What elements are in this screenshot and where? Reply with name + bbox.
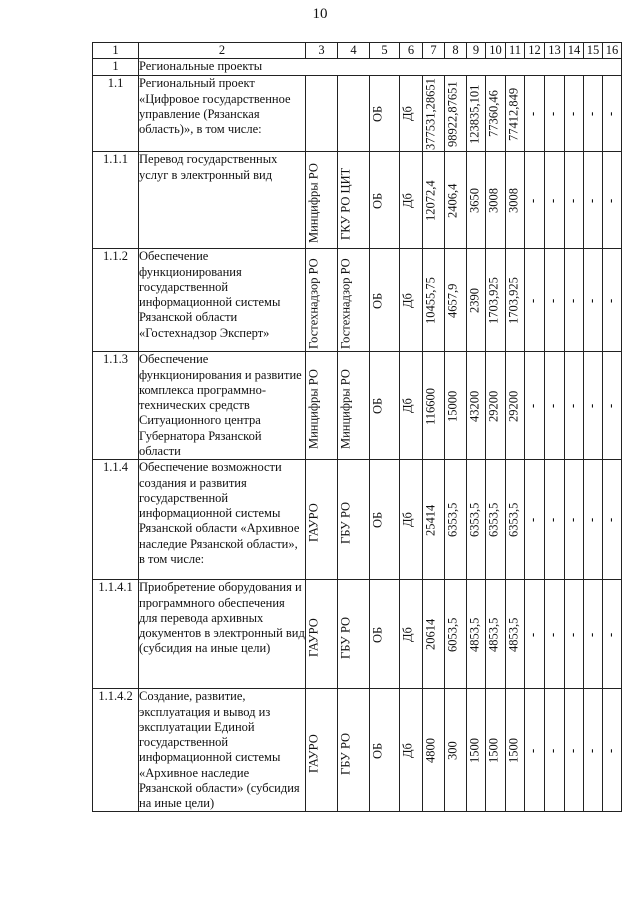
- header-cell: 1: [93, 43, 139, 59]
- row-name: Перевод государственных услуг в электронный вид: [139, 152, 306, 249]
- cell-col10: [486, 580, 506, 689]
- cell-value: ОБ: [370, 626, 384, 643]
- cell-col9: [467, 460, 486, 580]
- cell-col6: [400, 352, 423, 460]
- row-number: 1.1.4: [93, 460, 139, 580]
- cell-value: 1500: [506, 737, 520, 763]
- cell-value: 3008: [506, 187, 520, 213]
- cell-value: ГАУРО: [306, 733, 320, 773]
- cell-col7: [423, 249, 445, 352]
- cell-value: Дб: [400, 512, 414, 528]
- table-row: [93, 249, 622, 352]
- cell-col12: [525, 76, 545, 152]
- cell-col11: [506, 352, 525, 460]
- row-name: Создание, развитие, эксплуатация и вывод из эксплуатации Единой государственной информационной системы «Архивное наследие Рязанской области» (субсидия на иные цели): [139, 689, 306, 812]
- cell-col14: [565, 460, 584, 580]
- cell-value: 4853,5: [467, 617, 481, 652]
- row-number: 1.1.1: [93, 152, 139, 249]
- cell-col8: [445, 249, 467, 352]
- cell-value: 4657,9: [445, 283, 459, 318]
- cell-value: Дб: [400, 742, 414, 758]
- cell-col10: [486, 152, 506, 249]
- cell-col4: [338, 352, 370, 460]
- cell-value: -: [525, 748, 539, 753]
- cell-value: ОБ: [370, 511, 384, 528]
- cell-value: Дб: [400, 626, 414, 642]
- cell-value: -: [565, 298, 579, 303]
- cell-value: 300: [445, 740, 459, 760]
- cell-col8: [445, 352, 467, 460]
- cell-col9: [467, 76, 486, 152]
- cell-value: -: [565, 632, 579, 637]
- cell-col14: [565, 689, 584, 812]
- program-table: [92, 42, 622, 812]
- cell-col7: [423, 580, 445, 689]
- header-cell: 9: [467, 43, 486, 59]
- table-row: [93, 152, 622, 249]
- cell-value: ГКУ РО ЦИТ: [338, 167, 352, 240]
- cell-col4: [338, 580, 370, 689]
- cell-col8: [445, 76, 467, 152]
- cell-col15: [584, 76, 603, 152]
- row-name: Обеспечение функционирования и развитие комплекса программно-технических средств Ситуационного центра Губернатора Рязанской области: [139, 352, 306, 460]
- row-name: Региональный проект «Цифровое государственное управление (Рязанская область)», в том числе:: [139, 76, 306, 152]
- header-cell: 5: [370, 43, 400, 59]
- cell-value: 29200: [506, 390, 520, 422]
- row-name: Обеспечение функционирования государственной информационной системы Рязанской области «Гостехнадзор Эксперт»: [139, 249, 306, 352]
- cell-value: Дб: [400, 192, 414, 208]
- cell-value: -: [565, 111, 579, 116]
- cell-value: -: [545, 298, 559, 303]
- cell-col6: [400, 689, 423, 812]
- cell-col16: [603, 580, 622, 689]
- cell-value: -: [545, 198, 559, 203]
- cell-value: -: [525, 517, 539, 522]
- cell-col7: [423, 76, 445, 152]
- cell-value: -: [545, 748, 559, 753]
- cell-value: -: [603, 111, 617, 116]
- cell-col10: [486, 76, 506, 152]
- cell-value: Гостехнадзор РО: [338, 257, 352, 349]
- cell-value: -: [545, 403, 559, 408]
- cell-col12: [525, 689, 545, 812]
- cell-col7: [423, 152, 445, 249]
- cell-col9: [467, 249, 486, 352]
- cell-col6: [400, 76, 423, 152]
- cell-col6: [400, 460, 423, 580]
- header-cell: 2: [139, 43, 306, 59]
- cell-col8: [445, 152, 467, 249]
- cell-col4: [338, 76, 370, 152]
- cell-value: Дб: [400, 398, 414, 414]
- cell-col9: [467, 352, 486, 460]
- cell-value: Дб: [400, 292, 414, 308]
- cell-value: 4800: [423, 737, 437, 763]
- cell-col16: [603, 152, 622, 249]
- cell-value: 1703,925: [506, 276, 520, 324]
- cell-col14: [565, 352, 584, 460]
- cell-value: ГБУ РО: [338, 732, 352, 775]
- cell-col4: [338, 249, 370, 352]
- cell-col15: [584, 152, 603, 249]
- cell-value: -: [584, 632, 598, 637]
- header-cell: 12: [525, 43, 545, 59]
- cell-col8: [445, 460, 467, 580]
- cell-col7: [423, 460, 445, 580]
- cell-col6: [400, 580, 423, 689]
- cell-col3: [306, 76, 338, 152]
- header-cell: 15: [584, 43, 603, 59]
- cell-value: -: [525, 403, 539, 408]
- table-row: [93, 689, 622, 812]
- cell-value: -: [565, 198, 579, 203]
- cell-col5: [370, 352, 400, 460]
- section-number: 1: [93, 59, 139, 76]
- cell-col12: [525, 152, 545, 249]
- cell-col3: [306, 152, 338, 249]
- cell-col9: [467, 580, 486, 689]
- cell-value: -: [545, 632, 559, 637]
- cell-value: Гостехнадзор РО: [306, 257, 320, 349]
- cell-col15: [584, 460, 603, 580]
- cell-col4: [338, 152, 370, 249]
- cell-value: 6353,5: [486, 502, 500, 537]
- cell-value: -: [603, 298, 617, 303]
- cell-value: -: [603, 198, 617, 203]
- cell-value: 43200: [467, 390, 481, 422]
- cell-value: 29200: [486, 390, 500, 422]
- cell-col12: [525, 352, 545, 460]
- cell-col5: [370, 76, 400, 152]
- cell-col13: [545, 460, 565, 580]
- cell-value: 116600: [423, 387, 437, 425]
- cell-value: 2390: [467, 287, 481, 313]
- cell-col13: [545, 352, 565, 460]
- cell-col5: [370, 580, 400, 689]
- cell-value: 1703,925: [486, 276, 500, 324]
- cell-value: -: [584, 517, 598, 522]
- cell-value: ГБУ РО: [338, 616, 352, 659]
- cell-value: 123835,101: [467, 84, 481, 144]
- cell-value: 3650: [467, 187, 481, 213]
- cell-col15: [584, 580, 603, 689]
- cell-col11: [506, 689, 525, 812]
- cell-col13: [545, 580, 565, 689]
- cell-col13: [545, 76, 565, 152]
- cell-value: ОБ: [370, 105, 384, 122]
- cell-col3: [306, 580, 338, 689]
- cell-value: 12072,4: [423, 179, 437, 221]
- cell-col10: [486, 460, 506, 580]
- table-row: [93, 460, 622, 580]
- cell-value: 3008: [486, 187, 500, 213]
- cell-col16: [603, 76, 622, 152]
- cell-col15: [584, 249, 603, 352]
- cell-col11: [506, 249, 525, 352]
- cell-col10: [486, 689, 506, 812]
- cell-value: -: [525, 111, 539, 116]
- cell-value: -: [584, 111, 598, 116]
- cell-col14: [565, 580, 584, 689]
- cell-value: 10455,75: [423, 276, 437, 324]
- cell-col16: [603, 352, 622, 460]
- cell-value: 1500: [486, 737, 500, 763]
- row-number: 1.1.4.2: [93, 689, 139, 812]
- header-cell: 14: [565, 43, 584, 59]
- cell-value: -: [525, 632, 539, 637]
- cell-value: 1500: [467, 737, 481, 763]
- cell-col11: [506, 580, 525, 689]
- cell-col13: [545, 152, 565, 249]
- cell-value: -: [545, 111, 559, 116]
- cell-col6: [400, 249, 423, 352]
- cell-col12: [525, 249, 545, 352]
- cell-value: -: [565, 517, 579, 522]
- row-number: 1.1: [93, 76, 139, 152]
- cell-value: 4853,5: [486, 617, 500, 652]
- row-number: 1.1.3: [93, 352, 139, 460]
- cell-value: -: [565, 748, 579, 753]
- cell-col8: [445, 580, 467, 689]
- cell-col11: [506, 152, 525, 249]
- header-cell: 16: [603, 43, 622, 59]
- cell-value: -: [603, 748, 617, 753]
- table-row: [93, 580, 622, 689]
- cell-value: Минцифры РО: [306, 163, 320, 244]
- cell-col4: [338, 460, 370, 580]
- cell-col13: [545, 689, 565, 812]
- cell-value: 6353,5: [445, 502, 459, 537]
- cell-col10: [486, 352, 506, 460]
- cell-value: 20614: [423, 618, 437, 650]
- cell-value: 25414: [423, 504, 437, 536]
- cell-value: -: [525, 198, 539, 203]
- cell-value: 6353,5: [467, 502, 481, 537]
- cell-col7: [423, 352, 445, 460]
- cell-col12: [525, 580, 545, 689]
- cell-value: ГБУ РО: [338, 501, 352, 544]
- cell-value: ГАУРО: [306, 503, 320, 543]
- cell-value: -: [584, 198, 598, 203]
- cell-value: 77412,849: [506, 87, 520, 141]
- cell-col14: [565, 152, 584, 249]
- cell-value: ОБ: [370, 742, 384, 759]
- cell-col3: [306, 249, 338, 352]
- table-row: [93, 352, 622, 460]
- cell-col9: [467, 152, 486, 249]
- page-number: 10: [312, 6, 328, 22]
- section-row: [93, 59, 622, 76]
- cell-col3: [306, 352, 338, 460]
- header-cell: 4: [338, 43, 370, 59]
- cell-value: 377531,28651: [423, 77, 437, 150]
- header-cell: 11: [506, 43, 525, 59]
- cell-value: ОБ: [370, 192, 384, 209]
- header-cell: 3: [306, 43, 338, 59]
- cell-value: Минцифры РО: [338, 368, 352, 449]
- section-title: Региональные проекты: [139, 59, 622, 76]
- header-row: [93, 43, 622, 59]
- header-cell: 13: [545, 43, 565, 59]
- cell-col8: [445, 689, 467, 812]
- cell-value: 77360,46: [486, 90, 500, 138]
- cell-value: -: [584, 298, 598, 303]
- cell-value: ОБ: [370, 397, 384, 414]
- cell-value: -: [584, 748, 598, 753]
- cell-value: 2406,4: [445, 183, 459, 218]
- cell-value: -: [565, 403, 579, 408]
- cell-value: -: [525, 298, 539, 303]
- cell-col5: [370, 460, 400, 580]
- cell-col14: [565, 249, 584, 352]
- cell-col11: [506, 460, 525, 580]
- cell-col16: [603, 689, 622, 812]
- cell-col14: [565, 76, 584, 152]
- cell-col5: [370, 152, 400, 249]
- header-cell: 6: [400, 43, 423, 59]
- cell-col13: [545, 249, 565, 352]
- header-cell: 10: [486, 43, 506, 59]
- cell-col10: [486, 249, 506, 352]
- header-cell: 8: [445, 43, 467, 59]
- table-row: [93, 76, 622, 152]
- cell-col11: [506, 76, 525, 152]
- cell-value: Минцифры РО: [306, 368, 320, 449]
- cell-col3: [306, 689, 338, 812]
- cell-value: 4853,5: [506, 617, 520, 652]
- cell-value: -: [584, 403, 598, 408]
- cell-col16: [603, 460, 622, 580]
- cell-value: ОБ: [370, 292, 384, 309]
- row-number: 1.1.4.1: [93, 580, 139, 689]
- cell-value: -: [603, 632, 617, 637]
- cell-col9: [467, 689, 486, 812]
- row-number: 1.1.2: [93, 249, 139, 352]
- cell-value: -: [603, 403, 617, 408]
- cell-col5: [370, 249, 400, 352]
- cell-value: 15000: [445, 390, 459, 422]
- cell-col5: [370, 689, 400, 812]
- cell-value: 6353,5: [506, 502, 520, 537]
- cell-col12: [525, 460, 545, 580]
- row-name: Обеспечение возможности создания и развития государственной информационной системы Рязанской области «Архивное наследие Рязанской области», в том числе:: [139, 460, 306, 580]
- cell-value: -: [603, 517, 617, 522]
- cell-value: -: [545, 517, 559, 522]
- cell-value: 98922,87651: [445, 80, 459, 147]
- cell-col7: [423, 689, 445, 812]
- cell-col3: [306, 460, 338, 580]
- header-cell: 7: [423, 43, 445, 59]
- cell-col16: [603, 249, 622, 352]
- cell-value: 6053,5: [445, 617, 459, 652]
- cell-value: Дб: [400, 106, 414, 122]
- cell-value: ГАУРО: [306, 617, 320, 657]
- cell-col6: [400, 152, 423, 249]
- row-name: Приобретение оборудования и программного обеспечения для перевода архивных документов в электронный вид (субсидия на иные цели): [139, 580, 306, 689]
- cell-col4: [338, 689, 370, 812]
- cell-col15: [584, 352, 603, 460]
- cell-col15: [584, 689, 603, 812]
